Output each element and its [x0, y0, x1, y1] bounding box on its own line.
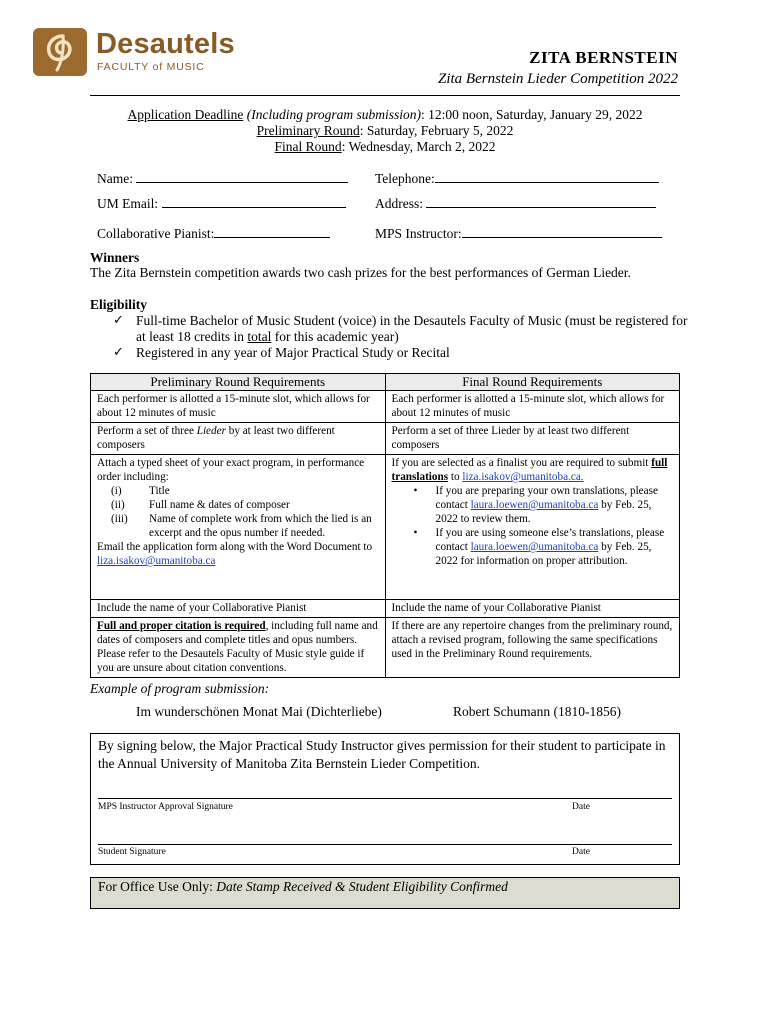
- program-items-list: [97, 484, 379, 540]
- pianist-field[interactable]: [97, 225, 330, 242]
- instructor-blank[interactable]: [462, 225, 662, 238]
- list-item: [97, 512, 379, 540]
- address-field[interactable]: [375, 195, 656, 212]
- pianist-blank[interactable]: [214, 225, 330, 238]
- final-set-cell: Perform a set of three Lieder by at least two different composers: [385, 423, 680, 455]
- eligibility-heading: Eligibility: [90, 297, 148, 312]
- bullet-1-pre: If you are preparing your own translations, please contact: [435, 485, 658, 511]
- prelim-set-lieder: Lieder: [196, 425, 226, 437]
- list-item-number: (ii): [111, 499, 125, 511]
- list-item-number: (i): [111, 485, 122, 497]
- example-work: Im wunderschönen Monat Mai (Dichterliebe): [136, 704, 382, 719]
- list-item: [97, 498, 379, 512]
- checkmark-icon: ✓: [113, 344, 124, 359]
- instructor-label: MPS Instructor:: [375, 226, 462, 241]
- deadline-line: [90, 107, 680, 123]
- list-item: [392, 484, 674, 526]
- faculty-logo-mark: [33, 28, 87, 76]
- prelim-program-cell: [91, 455, 386, 600]
- list-item: [97, 484, 379, 498]
- office-use-box: [90, 877, 680, 909]
- office-use-detail: Date Stamp Received & Student Eligibility Confirmed: [216, 879, 508, 894]
- table-row: [91, 423, 680, 455]
- preliminary-value: : Saturday, February 5, 2022: [359, 123, 514, 138]
- winners-text: The Zita Bernstein competition awards two cash prizes for the best performances of German Lieder.: [90, 265, 631, 280]
- address-label: Address:: [375, 196, 423, 211]
- table-row: [91, 455, 680, 600]
- treble-clef-icon: [33, 28, 87, 76]
- prelim-set-cell: [91, 423, 386, 455]
- deadline-note: (Including program submission): [246, 107, 421, 122]
- winners-heading: Winners: [90, 250, 140, 265]
- final-label: Final Round: [274, 139, 342, 154]
- final-translation-intro: [392, 456, 674, 484]
- prelim-email-link[interactable]: liza.isakov@umanitoba.ca: [97, 555, 216, 567]
- email-blank[interactable]: [162, 195, 346, 208]
- table-row: [91, 618, 680, 678]
- eligibility-item-1-line-1: Full-time Bachelor of Music Student (voice) in the Desautels Faculty of Music (must be registered for: [136, 313, 688, 328]
- page-title: ZITA BERNSTEIN: [529, 48, 678, 67]
- instructor-date-label: Date: [572, 802, 590, 812]
- list-item-number: (iii): [111, 513, 128, 525]
- page-subtitle: Zita Bernstein Lieder Competition 2022: [438, 71, 678, 87]
- prelim-citation-bold: Full and proper citation is required: [97, 620, 266, 632]
- eligibility-item-1-underline: total: [247, 329, 272, 344]
- bullet-1-post: by Feb. 25, 2022 to review them.: [435, 499, 652, 525]
- prelim-email-text: [97, 540, 379, 568]
- telephone-blank[interactable]: [435, 170, 659, 183]
- pianist-label: Collaborative Pianist:: [97, 226, 215, 241]
- email-label: UM Email:: [97, 196, 159, 211]
- bullet-1-link[interactable]: laura.loewen@umanitoba.ca: [470, 499, 599, 511]
- student-signature-label: Student Signature: [98, 847, 166, 857]
- instructor-field[interactable]: [375, 225, 662, 242]
- preliminary-column-header: Preliminary Round Requirements: [91, 374, 386, 391]
- eligibility-item-1-post: for this academic year): [271, 329, 399, 344]
- eligibility-item-2: Registered in any year of Major Practical Study or Recital: [136, 345, 450, 360]
- list-item-text: Title: [149, 485, 170, 497]
- signature-statement: By signing below, the Major Practical Study Instructor gives permission for their student to participate in the Annual University of Manitoba Zita Bernstein Lieder Competition.: [98, 738, 666, 771]
- email-field[interactable]: [97, 195, 346, 212]
- logo-name: Desautels: [96, 28, 235, 60]
- prelim-email-pre: Email the application form along with the Word Document to: [97, 541, 373, 553]
- example-heading: Example of program submission:: [90, 681, 270, 696]
- final-changes-cell: If there are any repertoire changes from the preliminary round, attach a revised program, following the same specifications used in the Preliminary Round requirements.: [385, 618, 680, 678]
- table-row: [91, 600, 680, 618]
- final-slot-cell: Each performer is allotted a 15-minute slot, which allows for about 12 minutes of music: [385, 391, 680, 423]
- telephone-label: Telephone:: [375, 171, 435, 186]
- prelim-pianist-cell: Include the name of your Collaborative Pianist: [91, 600, 386, 618]
- prelim-citation-cell: [91, 618, 386, 678]
- student-signature-line[interactable]: [98, 844, 672, 845]
- header-divider: [90, 95, 680, 96]
- final-translation-mid: to: [448, 471, 463, 483]
- checkmark-icon: ✓: [113, 312, 124, 327]
- final-translation-cell: [385, 455, 680, 600]
- deadline-value: : 12:00 noon, Saturday, January 29, 2022: [420, 107, 643, 122]
- instructor-signature-line[interactable]: [98, 798, 672, 799]
- prelim-program-intro: Attach a typed sheet of your exact program, in performance order including:: [97, 457, 365, 483]
- table-row: [91, 391, 680, 423]
- list-item-text: Name of complete work from which the lied is an excerpt and the opus number if needed.: [149, 513, 372, 539]
- prelim-citation-rest: , including full name and dates of composers and complete titles and opus numbers. Please refer to the Desautels Faculty of Music style guide if you are unsure about citation conventions.: [97, 620, 378, 674]
- translation-bullets: [392, 484, 674, 568]
- signature-box: [90, 733, 680, 865]
- final-line: [90, 139, 680, 155]
- telephone-field[interactable]: [375, 170, 659, 187]
- prelim-set-post: by at least two different composers: [97, 425, 335, 451]
- name-label: Name:: [97, 171, 133, 186]
- office-use-label: For Office Use Only:: [98, 879, 213, 894]
- name-field[interactable]: [97, 170, 348, 187]
- preliminary-label: Preliminary Round: [256, 123, 360, 138]
- prelim-slot-cell: Each performer is allotted a 15-minute slot, which allows for about 12 minutes of music: [91, 391, 386, 423]
- eligibility-item-1: [136, 313, 696, 345]
- example-composer: Robert Schumann (1810-1856): [453, 704, 621, 719]
- final-translation-bold: full translations: [391, 457, 668, 483]
- bullet-2-link[interactable]: laura.loewen@umanitoba.ca: [470, 541, 599, 553]
- preliminary-line: [90, 123, 680, 139]
- final-pianist-cell: Include the name of your Collaborative Pianist: [385, 600, 680, 618]
- office-use-text: [98, 879, 508, 895]
- table-header-row: [91, 374, 680, 391]
- student-date-label: Date: [572, 847, 590, 857]
- address-blank[interactable]: [426, 195, 656, 208]
- eligibility-item-1-line-2: [136, 329, 696, 345]
- final-translation-link[interactable]: liza.isakov@umanitoba.ca.: [462, 471, 584, 483]
- prelim-set-pre: Perform a set of three: [97, 425, 197, 437]
- list-item-text: Full name & dates of composer: [149, 499, 290, 511]
- final-column-header: Final Round Requirements: [385, 374, 680, 391]
- deadline-label: Application Deadline: [127, 107, 244, 122]
- logo-subtitle: FACULTY of MUSIC: [97, 61, 205, 73]
- requirements-table: [90, 373, 680, 678]
- bullet-2-pre: If you are using someone else’s translations, please contact: [435, 527, 665, 553]
- final-value: : Wednesday, March 2, 2022: [341, 139, 496, 154]
- instructor-signature-label: MPS Instructor Approval Signature: [98, 802, 233, 812]
- bullet-2-post: by Feb. 25, 2022 for information on proper attribution.: [435, 541, 652, 567]
- list-item: [392, 526, 674, 568]
- final-translation-pre: If you are selected as a finalist you are required to submit: [391, 457, 652, 469]
- eligibility-item-1-pre: at least 18 credits in: [136, 329, 248, 344]
- name-blank[interactable]: [136, 170, 348, 183]
